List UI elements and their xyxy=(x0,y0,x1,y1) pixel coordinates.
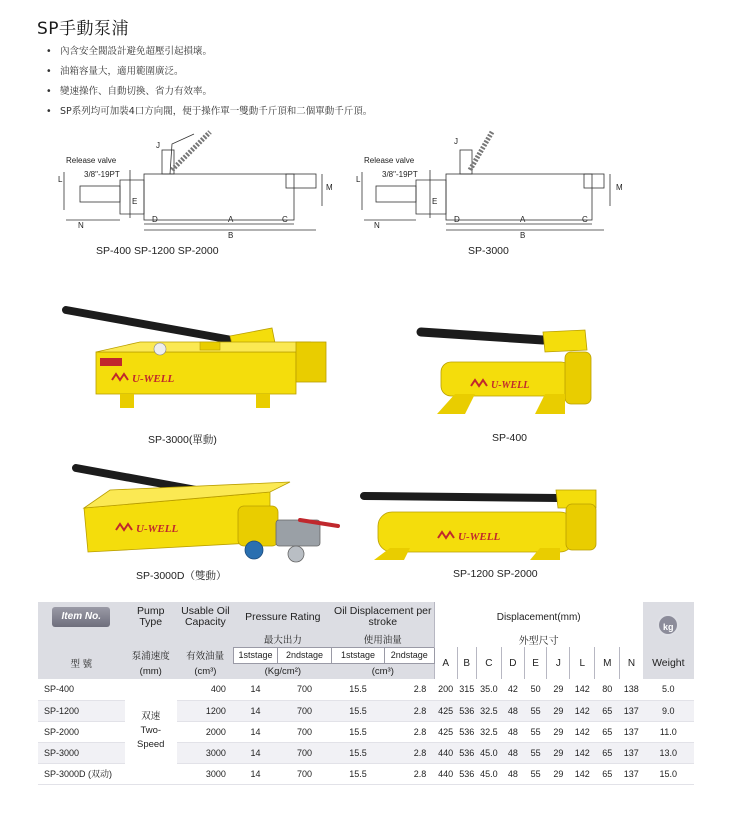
cell-dim-j: 29 xyxy=(547,721,570,742)
dim-col-e: E xyxy=(524,647,547,679)
cell-dim-a: 440 xyxy=(434,742,457,763)
product-image-sp3000 xyxy=(60,300,340,410)
dim-b-label: B xyxy=(520,231,526,240)
cell-dim-m: 65 xyxy=(595,742,620,763)
drawing-sp400-series xyxy=(58,130,340,240)
cell-dim-a: 200 xyxy=(434,679,457,700)
product-caption: SP-1200 SP-2000 xyxy=(453,568,538,580)
dim-n-label: N xyxy=(374,221,380,230)
dim-n-label: N xyxy=(78,221,84,230)
col-usable-oil: Usable Oil Capacity xyxy=(177,602,234,632)
cell-oil: 400 xyxy=(177,679,234,700)
displacement-stage2: 2ndstage xyxy=(384,647,434,663)
dim-col-d: D xyxy=(501,647,524,679)
cell-dim-c: 45.0 xyxy=(476,763,501,784)
cell-dim-a: 440 xyxy=(434,763,457,784)
brand-logo: U-WELL xyxy=(458,531,501,543)
cell-pressure-stage2: 700 xyxy=(277,721,332,742)
cell-displacement-stage2: 2.8 xyxy=(384,679,434,700)
item-no-badge: Item No. xyxy=(52,607,110,627)
cell-dim-e: 50 xyxy=(524,679,547,700)
dim-e-label: E xyxy=(432,197,438,206)
product-image-sp400 xyxy=(415,322,605,422)
cell-dim-c: 32.5 xyxy=(476,700,501,721)
thread-label: 3/8"-19PT xyxy=(84,170,120,179)
cell-model: SP-1200 xyxy=(38,700,125,721)
pump-type-cn-label: 泵浦速度 xyxy=(125,647,177,663)
dim-d-label: D xyxy=(454,215,460,224)
cell-dim-e: 55 xyxy=(524,742,547,763)
model-cn-label: 型 號 xyxy=(38,647,125,679)
cell-pump-speed: 双速 Two- Speed xyxy=(125,679,177,784)
cell-dim-m: 65 xyxy=(595,721,620,742)
feature-item: • 油箱容量大，適用範圍廣泛。 xyxy=(46,62,372,82)
cell-dim-b: 536 xyxy=(457,721,476,742)
displacement-stage1: 1ststage xyxy=(332,647,384,663)
cell-dim-l: 142 xyxy=(570,721,595,742)
cell-dim-n: 137 xyxy=(620,700,643,721)
dim-col-j: J xyxy=(547,647,570,679)
cell-weight: 5.0 xyxy=(643,679,694,700)
cell-pressure-stage2: 700 xyxy=(277,700,332,721)
dim-col-l: L xyxy=(570,647,595,679)
dim-m-label: M xyxy=(616,183,623,192)
cell-oil: 1200 xyxy=(177,700,234,721)
cell-dim-e: 55 xyxy=(524,721,547,742)
dim-e-label: E xyxy=(132,197,138,206)
cell-displacement-stage1: 15.5 xyxy=(332,742,384,763)
cell-dim-b: 536 xyxy=(457,742,476,763)
cell-weight: 9.0 xyxy=(643,700,694,721)
dim-col-a: A xyxy=(434,647,457,679)
usable-oil-cn-label: 有效油量 xyxy=(177,647,234,663)
cell-dim-a: 425 xyxy=(434,700,457,721)
table-row xyxy=(38,679,694,700)
dim-l-label: L xyxy=(58,175,63,184)
brand-logo: U-WELL xyxy=(491,380,530,391)
cell-dim-d: 48 xyxy=(501,721,524,742)
feature-list xyxy=(46,42,372,122)
pressure-cn-label: 最大出力 xyxy=(234,632,332,647)
cell-dim-m: 65 xyxy=(595,763,620,784)
cell-dim-l: 142 xyxy=(570,679,595,700)
cell-model: SP-3000D (双动) xyxy=(38,763,125,784)
col-weight: Weight xyxy=(643,647,694,679)
brand-logo: U-WELL xyxy=(136,523,179,535)
col-oil-displacement: Oil Displacement per stroke xyxy=(332,602,434,632)
cell-dim-n: 138 xyxy=(620,679,643,700)
cell-dim-m: 65 xyxy=(595,700,620,721)
cell-model: SP-2000 xyxy=(38,721,125,742)
cell-dim-c: 35.0 xyxy=(476,679,501,700)
cell-dim-d: 48 xyxy=(501,700,524,721)
drawing-caption-left: SP-400 SP-1200 SP-2000 xyxy=(96,245,219,257)
cell-pressure-stage2: 700 xyxy=(277,742,332,763)
dim-col-n: N xyxy=(620,647,643,679)
cell-dim-j: 29 xyxy=(547,700,570,721)
product-image-sp3000d xyxy=(70,462,360,572)
cell-dim-m: 80 xyxy=(595,679,620,700)
pressure-stage2: 2ndstage xyxy=(277,647,332,663)
release-valve-label: Release valve xyxy=(66,156,117,165)
cell-displacement-stage2: 2.8 xyxy=(384,700,434,721)
feature-item: • 變速操作、自動切換、省力有效率。 xyxy=(46,82,372,102)
weight-kg-icon: kg xyxy=(657,614,679,636)
cell-pressure-stage2: 700 xyxy=(277,679,332,700)
cell-pressure-stage2: 700 xyxy=(277,763,332,784)
dim-c-label: C xyxy=(282,215,288,224)
dim-col-c: C xyxy=(476,647,501,679)
cell-dim-d: 42 xyxy=(501,679,524,700)
cell-displacement-stage1: 15.5 xyxy=(332,721,384,742)
cell-dim-j: 29 xyxy=(547,742,570,763)
dim-c-label: C xyxy=(582,215,588,224)
cell-dim-b: 536 xyxy=(457,700,476,721)
spec-table xyxy=(38,602,694,785)
cell-displacement-stage2: 2.8 xyxy=(384,763,434,784)
cell-oil: 2000 xyxy=(177,721,234,742)
cell-displacement-stage1: 15.5 xyxy=(332,763,384,784)
dim-m-label: M xyxy=(326,183,333,192)
cell-pressure-stage1: 14 xyxy=(234,679,277,700)
cell-dim-e: 55 xyxy=(524,763,547,784)
pressure-unit: (Kg/cm²) xyxy=(234,663,332,679)
cell-dim-c: 45.0 xyxy=(476,742,501,763)
cell-dim-c: 32.5 xyxy=(476,721,501,742)
cell-displacement-stage1: 15.5 xyxy=(332,679,384,700)
cell-dim-l: 142 xyxy=(570,700,595,721)
cell-dim-e: 55 xyxy=(524,700,547,721)
page-title: SP手動泵浦 xyxy=(37,19,130,39)
cell-dim-d: 48 xyxy=(501,742,524,763)
col-pump-type: Pump Type xyxy=(125,602,177,632)
cell-dim-b: 536 xyxy=(457,763,476,784)
cell-oil: 3000 xyxy=(177,763,234,784)
pump-type-unit: (mm) xyxy=(125,663,177,679)
cell-displacement-stage1: 15.5 xyxy=(332,700,384,721)
dim-col-m: M xyxy=(595,647,620,679)
product-image-sp1200-2000 xyxy=(360,482,610,562)
cell-weight: 11.0 xyxy=(643,721,694,742)
cell-pressure-stage1: 14 xyxy=(234,763,277,784)
cell-displacement-stage2: 2.8 xyxy=(384,721,434,742)
table-header-row xyxy=(38,602,694,632)
product-caption: SP-3000(單動) xyxy=(148,434,217,446)
cell-displacement-stage2: 2.8 xyxy=(384,742,434,763)
cell-pressure-stage1: 14 xyxy=(234,721,277,742)
cell-dim-a: 425 xyxy=(434,721,457,742)
cell-pressure-stage1: 14 xyxy=(234,700,277,721)
cell-dim-d: 48 xyxy=(501,763,524,784)
cell-pressure-stage1: 14 xyxy=(234,742,277,763)
dim-a-label: A xyxy=(520,215,526,224)
cell-model: SP-3000 xyxy=(38,742,125,763)
release-valve-label: Release valve xyxy=(364,156,415,165)
product-caption: SP-400 xyxy=(492,432,528,444)
cell-dim-l: 142 xyxy=(570,763,595,784)
product-caption: SP-3000D（雙動） xyxy=(136,570,227,582)
brand-logo: U-WELL xyxy=(132,373,175,385)
col-pressure: Pressure Rating xyxy=(234,602,332,632)
cell-dim-l: 142 xyxy=(570,742,595,763)
dim-col-b: B xyxy=(457,647,476,679)
dimension-cn-label: 外型尺寸 xyxy=(434,632,642,647)
pressure-stage1: 1ststage xyxy=(234,647,277,663)
cell-dim-n: 137 xyxy=(620,742,643,763)
displacement-unit: (cm³) xyxy=(332,663,434,679)
thread-label: 3/8"-19PT xyxy=(382,170,418,179)
feature-item: • 內含安全閥設計避免超壓引起損壞。 xyxy=(46,42,372,62)
usable-oil-unit: (cm³) xyxy=(177,663,234,679)
col-displacement-mm: Displacement(mm) xyxy=(434,602,642,632)
dim-a-label: A xyxy=(228,215,234,224)
cell-dim-j: 29 xyxy=(547,679,570,700)
cell-dim-j: 29 xyxy=(547,763,570,784)
cell-weight: 13.0 xyxy=(643,742,694,763)
dim-j-label: J xyxy=(454,137,458,146)
dim-d-label: D xyxy=(152,215,158,224)
dim-j-label: J xyxy=(156,141,160,150)
cell-model: SP-400 xyxy=(38,679,125,700)
drawing-caption-right: SP-3000 xyxy=(468,245,509,257)
drawing-sp3000 xyxy=(356,130,630,240)
cell-dim-b: 315 xyxy=(457,679,476,700)
cell-weight: 15.0 xyxy=(643,763,694,784)
cell-dim-n: 137 xyxy=(620,763,643,784)
dim-b-label: B xyxy=(228,231,234,240)
cell-oil: 3000 xyxy=(177,742,234,763)
dim-l-label: L xyxy=(356,175,361,184)
displacement-cn-label: 使用油量 xyxy=(332,632,434,647)
feature-item: • SP系列均可加裝4口方向閥，便于操作單一雙動千斤頂和二個單動千斤頂。 xyxy=(46,102,372,122)
cell-dim-n: 137 xyxy=(620,721,643,742)
